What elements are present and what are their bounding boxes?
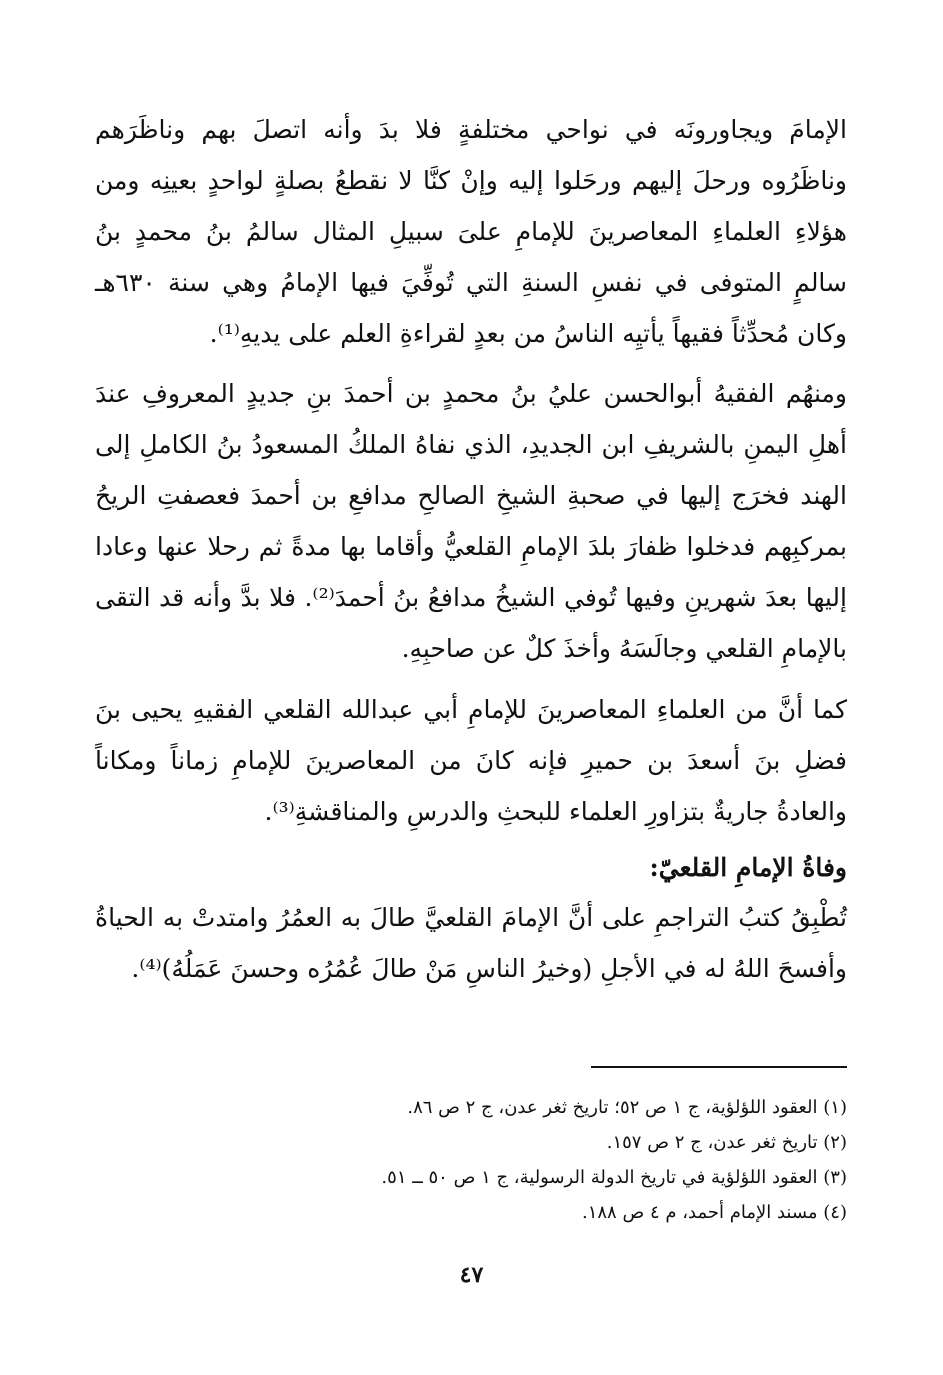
paragraph-1 — [95, 104, 847, 359]
paragraph-1-text: الإمامَ ويجاورونَه في نواحي مختلفةٍ فلا بدَ وأنه اتصلَ بهم وناظَرَهم وناظَرُوه ورحلَ إليهم ورحَلوا إليه وإنْ كنَّا لا نقطعُ بصلةٍ لواحدٍ بعينِه ومن هؤلاءِ العلماءِ المعاصرينَ للإمامِ علىَ سبيلِ المثال سالمُ بنُ محمدٍ بنُ سالمٍ المتوفى في نفسِ السنةِ التي تُوفِّيَ فيها الإمامُ وهي سنة ٦٣٠هـ وكان مُحدِّثاً فقيهاً يأتيِه الناسُ من بعدٍ لقراءةِ العلم على يديهِ⁽¹⁾. — [95, 115, 847, 348]
paragraph-2 — [95, 368, 847, 674]
section-heading: وفاةُ الإمامِ القلعيّ: — [649, 853, 847, 882]
paragraph-4 — [95, 892, 847, 994]
paragraph-3-text: كما أنَّ من العلماءِ المعاصرينَ للإمامِ أبي عبدالله القلعي الفقيهِ يحيى بنَ فضلِ بنَ أسعدَ بن حميرِ فإنه كانَ من المعاصرينَ للإمامِ زماناً ومكاناً والعادةُ جاريةٌ بتزاورِ العلماء للبحثِ والدرسِ والمناقشةِ⁽³⁾. — [95, 695, 847, 826]
footnote-2: (٢) تاريخ ثغر عدن، ج ٢ ص ١٥٧. — [606, 1132, 847, 1153]
footnotes — [287, 1090, 847, 1230]
paragraph-2-text: ومنهُم الفقيهُ أبوالحسن عليُ بنُ محمدٍ بن أحمدَ بنِ جديدٍ المعروفِ عندَ أهلِ اليمنِ بالشريفِ ابن الجديدِ، الذي نفاهُ الملكُ المسعودُ بنُ الكاملِ إلى الهند فخرَج إليها في صحبةِ الشيخِ الصالحِ مدافعِ بن أحمدَ فعصفتِ الريحُ بمركبِهم فدخلوا ظفارَ بلدَ الإمامِ القلعيُّ وأقاما بها مدةً ثم رحلا عنها وعادا إليها بعدَ شهرينِ وفيها تُوفي الشيخُ مدافعُ بنُ أحمدَ⁽²⁾. فلا بدَّ وأنه قد التقى بالإمامِ القلعي وجالَسَهُ وأخذَ كلٌ عن صاحبِهِ. — [95, 379, 847, 663]
footnote-4: (٤) مسند الإمام أحمد، م ٤ ص ١٨٨. — [581, 1202, 847, 1223]
paragraph-4-text: تُطْبِقُ كتبُ التراجمِ على أنَّ الإمامَ القلعيَّ طالَ به العمُرُ وامتدتْ به الحياةُ وأفسحَ اللهُ له في الأجلِ (وخيرُ الناسِ مَنْ طالَ عُمُرُه وحسنَ عَمَلُهُ)⁽⁴⁾. — [95, 903, 847, 983]
footnote-divider — [591, 1066, 847, 1068]
footnote-3: (٣) العقود اللؤلؤية في تاريخ الدولة الرسولية، ج ١ ص ٥٠ ــ ٥١. — [381, 1167, 847, 1188]
page-number: ٤٧ — [459, 1262, 484, 1288]
paragraph-3 — [95, 684, 847, 837]
footnote-1: (١) العقود اللؤلؤية، ج ١ ص ٥٢؛ تاريخ ثغر عدن، ج ٢ ص ٨٦. — [407, 1097, 847, 1118]
